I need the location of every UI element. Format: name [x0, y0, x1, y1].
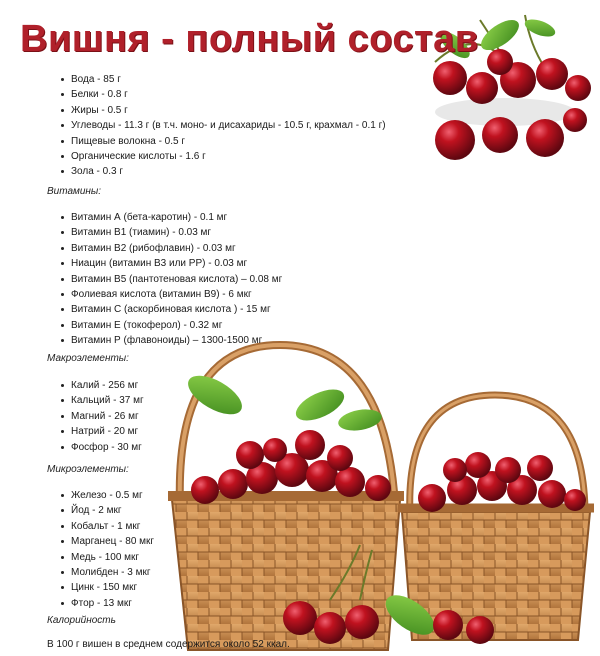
page-title: Вишня - полный состав [20, 18, 479, 60]
list-item: Витамин В1 (тиамин) - 0.03 мг [59, 225, 282, 240]
list-item: Витамин Е (токоферол) - 0.32 мг [59, 318, 282, 333]
list-item: Цинк - 150 мкг [59, 580, 154, 595]
list-item: Натрий - 20 мг [59, 424, 144, 439]
list-item: Витамин В5 (пантотеновая кислота) – 0.08 мг [59, 272, 282, 287]
list-item: Витамин С (аскорбиновая кислота ) - 15 мг [59, 302, 282, 317]
composition-list [59, 72, 386, 180]
macro-heading: Макроэлементы: [47, 353, 129, 364]
list-item: Железо - 0.5 мг [59, 488, 154, 503]
list-item: Вода - 85 г [59, 72, 386, 87]
list-item: Зола - 0.3 г [59, 164, 386, 179]
list-item: Фолиевая кислота (витамин В9) - 6 мкг [59, 287, 282, 302]
list-item: Молибден - 3 мкг [59, 565, 154, 580]
list-item: Белки - 0.8 г [59, 87, 386, 102]
list-item: Медь - 100 мкг [59, 550, 154, 565]
list-item: Марганец - 80 мкг [59, 534, 154, 549]
list-item: Жиры - 0.5 г [59, 103, 386, 118]
list-item: Кобальт - 1 мкг [59, 519, 154, 534]
list-item: Кальций - 37 мг [59, 393, 144, 408]
vitamins-heading: Витамины: [47, 186, 102, 197]
list-item: Фосфор - 30 мг [59, 440, 144, 455]
micro-heading: Микроэлементы: [47, 464, 129, 475]
calories-heading: Калорийность [47, 615, 116, 626]
list-item: Углеводы - 11.3 г (в т.ч. моно- и дисахариды - 10.5 г, крахмал - 0.1 г) [59, 118, 386, 133]
list-item: Калий - 256 мг [59, 378, 144, 393]
list-item: Магний - 26 мг [59, 409, 144, 424]
list-item: Ниацин (витамин В3 или РР) - 0.03 мг [59, 256, 282, 271]
list-item: Витамин Р (флавоноиды) – 1300-1500 мг [59, 333, 282, 348]
list-item: Органические кислоты - 1.6 г [59, 149, 386, 164]
calories-text: В 100 г вишен в среднем содержится около 52 ккал. [47, 639, 290, 650]
list-item: Пищевые волокна - 0.5 г [59, 134, 386, 149]
vitamins-list [59, 210, 282, 349]
list-item: Витамин А (бета-каротин) - 0.1 мг [59, 210, 282, 225]
macro-list [59, 378, 144, 455]
list-item: Фтор - 13 мкг [59, 596, 154, 611]
list-item: Витамин В2 (рибофлавин) - 0.03 мг [59, 241, 282, 256]
list-item: Йод - 2 мкг [59, 503, 154, 518]
micro-list [59, 488, 154, 611]
